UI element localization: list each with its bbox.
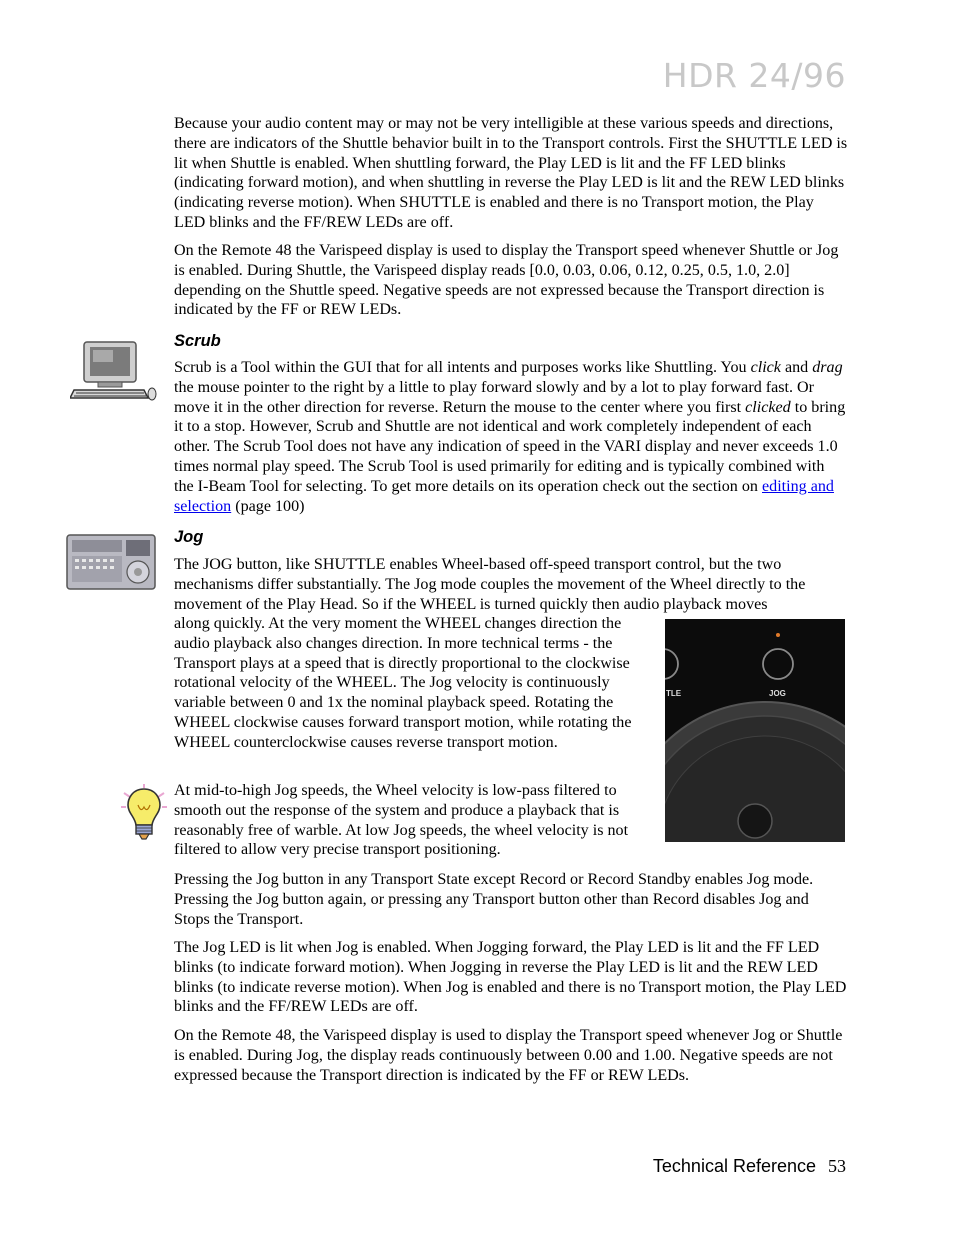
lightbulb-tip-icon — [120, 783, 168, 843]
jog-wheel-photo — [665, 619, 845, 842]
photo-label-shuttle: TLE — [666, 689, 682, 698]
paragraph-scrub: Scrub is a Tool within the GUI that for all intents and purposes works like Shuttling. You click and drag the mouse pointer to the right by a little to play forward slowly and by a lot to play forward fast. Or move it in the other direction for reverse. Return the mouse to the center where you first clicked to bring it to a stop. However, Scrub and Shuttle are not identical and work completely independent of each other. The Scrub Tool does not have any indication of speed in the VARI display and never exceeds 1.0 times normal play speed. The Scrub Tool is used primarily for editing and is typically combined with the I-Beam Tool for selecting. To get more details on its operation check out the section on editing and selection (page 100) — [174, 359, 846, 515]
paragraph-jog-enable: Pressing the Jog button in any Transport State except Record or Record Standby enables Jog mode. Pressing the Jog button again, or pressing any Transport button other than Record disables Jog and Stops the Transport. — [174, 871, 814, 928]
heading-jog: Jog — [174, 528, 204, 546]
computer-icon — [70, 340, 158, 402]
paragraph-jog-tip: At mid-to-high Jog speeds, the Wheel velocity is low-pass filtered to smooth out the response of the system and produce a playback that is reasonably free of warble. At low Jog speeds, the wheel velocity is not filtered to allow very precise transport positioning. — [174, 782, 629, 859]
page-footer — [653, 1156, 846, 1177]
heading-scrub: Scrub — [174, 332, 221, 350]
paragraph-jog-intro: The JOG button, like SHUTTLE enables Wheel-based off-speed transport control, but the two mechanisms differ substantially. The Jog mode couples the movement of the Wheel directly to the movement of the Play Head. So if the WHEEL is turned quickly then audio playback moves — [174, 556, 806, 613]
photo-label-jog: JOG — [769, 689, 786, 698]
paragraph-shuttle-indicators: Because your audio content may or may not be very intelligible at these various speeds and directions, there are indicators of the Shuttle behavior built in to the Transport controls. First the SHUTTLE LED is lit when Shuttle is enabled. When shuttling forward, the Play LED is lit and the FF LED blinks (indicating forward motion), and when shuttling in reverse the Play LED is lit and the REW LED blinks (indicating reverse motion). When SHUTTLE is enabled and there is no Transport motion, the Play LED blinks and the FF/REW LEDs are off. — [174, 115, 848, 231]
console-icon — [66, 534, 156, 590]
paragraph-varispeed-display: On the Remote 48 the Varispeed display is used to display the Transport speed whenever Shuttle or Jog is enabled. During Shuttle, the Varispeed display reads [0.0, 0.03, 0.06, 0.12, 0.25, 0.5, 1.0, 2.0] depending on the Shuttle speed. Negative speeds are not expressed because the Transport direction is indicated by the FF or REW LEDs. — [174, 242, 839, 319]
link-editing-and-selection[interactable]: editing and selection — [174, 477, 834, 515]
paragraph-jog-led: The Jog LED is lit when Jog is enabled. When Jogging forward, the Play LED is lit and the FF LED blinks (to indicate forward motion). When Jogging in reverse the Play LED is lit and the REW LED blinks (to indicate reverse motion). When Jog is enabled and there is no Transport motion, the Play LED blinks and the FF/REW LEDs are off. — [174, 939, 847, 1016]
footer-section-title: Technical Reference — [652, 1156, 816, 1176]
page-number: 53 — [828, 1156, 846, 1176]
document-title-header: HDR 24/96 — [662, 56, 846, 95]
paragraph-jog-detail: along quickly. At the very moment the WHEEL changes direction the audio playback also changes direction. In more technical terms - the Transport plays at a speed that is directly proportional to the clockwise rotational velocity of the WHEEL. The Jog velocity is continuously variable between 0 and 1x the nominal playback speed. Rotating the WHEEL clockwise causes forward transport motion, while rotating the WHEEL counterclockwise causes reverse transport motion. — [174, 615, 632, 751]
paragraph-jog-varispeed: On the Remote 48, the Varispeed display is used to display the Transport speed whenever Jog or Shuttle is enabled. During Jog, the display reads continuously between 0.00 and 1.00. Negative speeds are not expressed because the Transport direction is indicated by the FF or REW LEDs. — [174, 1027, 843, 1084]
